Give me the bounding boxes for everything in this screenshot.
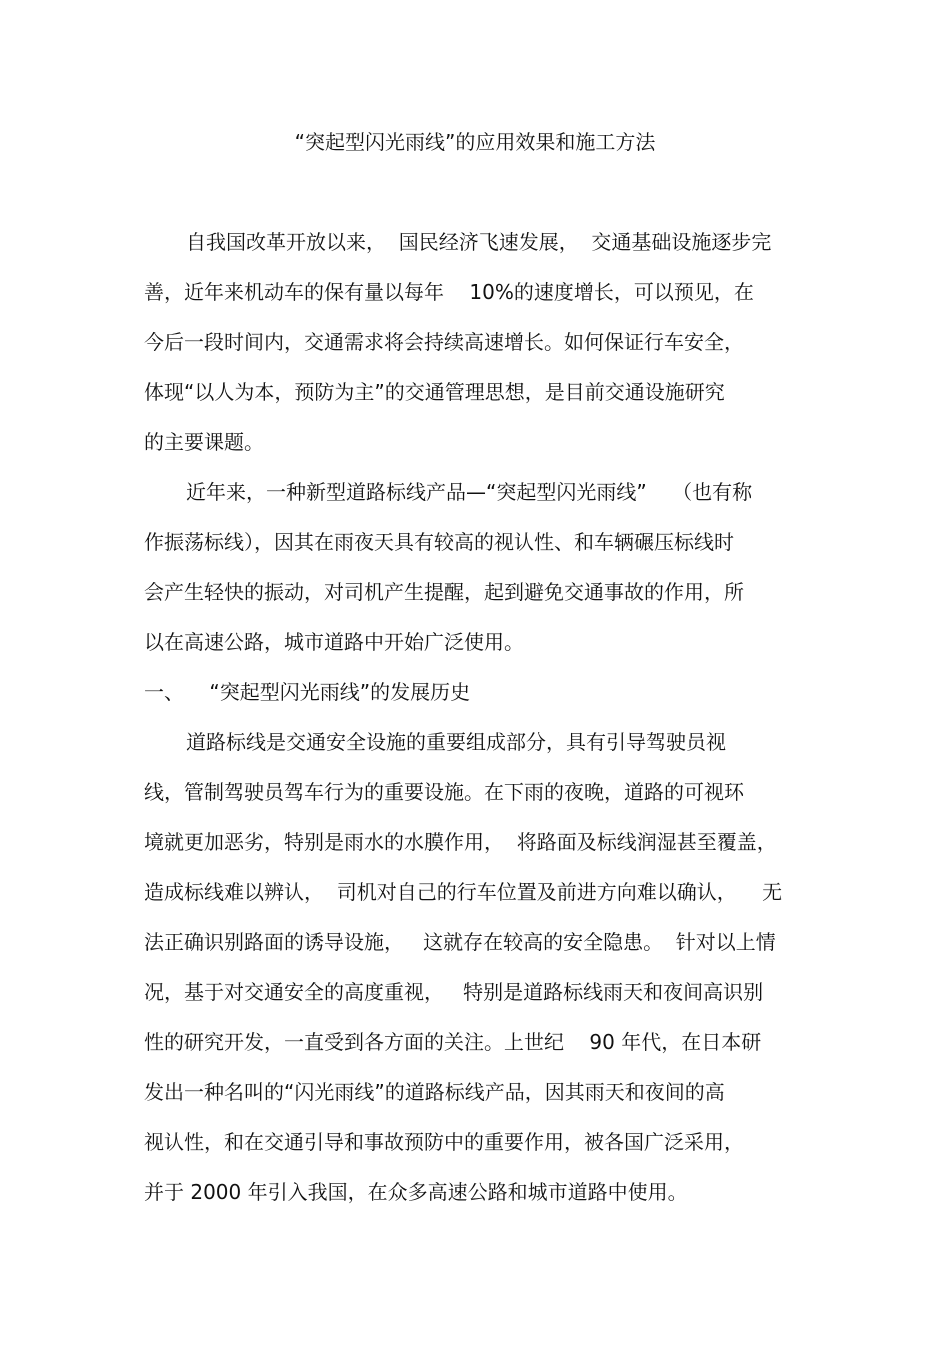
- paragraph-line: 道路标线是交通安全设施的重要组成部分，具有引导驾驶员视: [186, 730, 726, 754]
- paragraph-line: 况，基于对交通安全的高度重视， 特别是道路标线雨天和夜间高识别: [144, 980, 764, 1004]
- paragraph-line: 善，近年来机动车的保有量以每年 10%的速度增长，可以预见，在: [144, 280, 754, 304]
- paragraph-line: 以在高速公路，城市道路中开始广泛使用。: [144, 630, 524, 654]
- paragraph-line: 法正确识别路面的诱导设施， 这就存在较高的安全隐患。 针对以上情: [144, 930, 776, 954]
- paragraph-line: 会产生轻快的振动，对司机产生提醒，起到避免交通事故的作用，所: [144, 580, 744, 604]
- paragraph-line: 的主要课题。: [144, 430, 264, 454]
- document-title: “突起型闪光雨线”的应用效果和施工方法: [294, 130, 656, 154]
- paragraph-line: 作振荡标线），因其在雨夜天具有较高的视认性、和车辆碾压标线时: [144, 530, 734, 554]
- section-heading: 一、 “突起型闪光雨线”的发展历史: [144, 680, 471, 704]
- paragraph-line: 视认性，和在交通引导和事故预防中的重要作用，被各国广泛采用，: [144, 1130, 744, 1154]
- paragraph-line: 境就更加恶劣，特别是雨水的水膜作用， 将路面及标线润湿甚至覆盖，: [144, 830, 777, 854]
- paragraph-line: 性的研究开发，一直受到各方面的关注。上世纪 90 年代，在日本研: [144, 1030, 762, 1054]
- paragraph-line: 线，管制驾驶员驾车行为的重要设施。在下雨的夜晚，道路的可视环: [144, 780, 744, 804]
- paragraph-line: 今后一段时间内，交通需求将会持续高速增长。如何保证行车安全，: [144, 330, 744, 354]
- paragraph-line: 造成标线难以辨认， 司机对自己的行车位置及前进方向难以确认， 无: [144, 880, 783, 904]
- paragraph-line: 发出一种名叫的“闪光雨线”的道路标线产品，因其雨天和夜间的高: [144, 1080, 725, 1104]
- paragraph-line: 体现“以人为本，预防为主”的交通管理思想，是目前交通设施研究: [144, 380, 725, 404]
- paragraph-line: 自我国改革开放以来， 国民经济飞速发展， 交通基础设施逐步完: [186, 230, 772, 254]
- paragraph-line: 并于 2000 年引入我国，在众多高速公路和城市道路中使用。: [144, 1180, 688, 1204]
- paragraph-line: 近年来，一种新型道路标线产品—“突起型闪光雨线” （也有称: [186, 480, 753, 504]
